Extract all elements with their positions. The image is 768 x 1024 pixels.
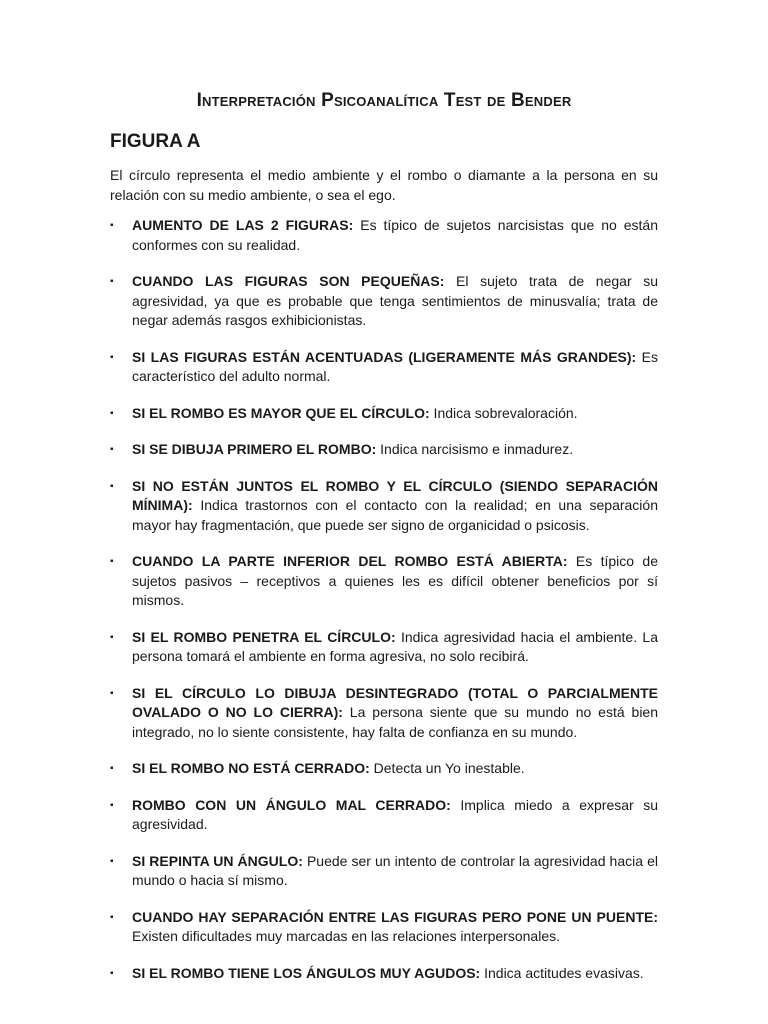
- item-term: SI EL ROMBO ES MAYOR QUE EL CÍRCULO:: [132, 404, 430, 421]
- intro-paragraph: El círculo representa el medio ambiente y el rombo o diamante a la persona en su relación con su medio ambiente, o sea el ego.: [110, 167, 658, 203]
- item-term: SI LAS FIGURAS ESTÁN ACENTUADAS (LIGERAMENTE MÁS GRANDES):: [132, 348, 637, 365]
- interpretation-list: [110, 216, 658, 1000]
- item-term: SI EL ROMBO NO ESTÁ CERRADO:: [132, 760, 370, 776]
- list-item: [110, 440, 658, 460]
- bullet-icon: ▪: [110, 967, 114, 979]
- item-term: SI SE DIBUJA PRIMERO EL ROMBO:: [132, 441, 377, 457]
- section-heading: FIGURA A: [110, 131, 201, 152]
- item-text: Existen dificultades muy marcadas en las relaciones interpersonales.: [132, 928, 560, 944]
- item-text: Puede ser un intento de controlar la agresividad hacia el mundo o hacia sí mismo.: [132, 852, 658, 888]
- item-text: Es característico del adulto normal.: [132, 348, 658, 384]
- list-item: [110, 272, 658, 331]
- bullet-icon: ▪: [110, 763, 114, 774]
- item-term: SI EL ROMBO PENETRA EL CÍRCULO:: [132, 628, 396, 645]
- list-item: [110, 852, 658, 891]
- item-text: La persona siente que su mundo no está bien integrado, no lo siente consistente, hay falta de confianza en su mundo.: [132, 704, 659, 740]
- item-text: Detecta un Yo inestable.: [369, 760, 525, 776]
- item-text: Es típico de sujetos narcisistas que no están conformes con su realidad.: [132, 217, 658, 253]
- bullet-icon: ▪: [110, 276, 114, 287]
- list-item: [110, 216, 658, 255]
- item-term: SI REPINTA UN ÁNGULO:: [132, 852, 303, 869]
- list-item: [110, 552, 658, 611]
- item-term: SI NO ESTÁN JUNTOS EL ROMBO Y EL CÍRCULO (SIENDO SEPARACIÓN MÍNIMA):: [132, 477, 658, 513]
- list-item: [110, 759, 658, 779]
- list-item: [110, 684, 658, 743]
- bullet-icon: ▪: [110, 444, 114, 455]
- item-text: Indica actitudes evasivas.: [480, 964, 644, 981]
- list-item: [110, 477, 658, 536]
- bullet-icon: ▪: [110, 631, 114, 643]
- item-text: Implica miedo a expresar su agresividad.: [132, 796, 658, 832]
- item-text: El sujeto trata de negar su agresividad, ya que es probable que tenga sentimientos de minusvalía; trata de negar además rasgos exhibicionistas.: [132, 273, 659, 328]
- bullet-icon: ▪: [110, 799, 114, 811]
- item-text: Indica sobrevaloración.: [429, 404, 578, 421]
- item-term: AUMENTO DE LAS 2 FIGURAS:: [132, 217, 354, 233]
- item-term: SI EL CÍRCULO LO DIBUJA DESINTEGRADO (TOTAL O PARCIALMENTE OVALADO O NO LO CIERRA):: [132, 684, 658, 720]
- item-term: CUANDO HAY SEPARACIÓN ENTRE LAS FIGURAS PERO PONE UN PUENTE:: [132, 908, 658, 925]
- bullet-icon: ▪: [110, 911, 114, 923]
- list-item: [110, 628, 658, 667]
- bullet-icon: ▪: [110, 351, 114, 363]
- bullet-icon: ▪: [110, 220, 114, 231]
- list-item: [110, 404, 658, 424]
- list-item: [110, 908, 658, 947]
- bullet-icon: ▪: [110, 687, 114, 699]
- bullet-icon: ▪: [110, 407, 114, 419]
- document-title: Interpretación Psicoanalítica Test de Bender: [196, 90, 572, 111]
- bullet-icon: ▪: [110, 556, 114, 567]
- item-text: Indica trastornos con el contacto con la realidad; en una separación mayor hay fragmentación, que puede ser signo de organicidad o psicosis.: [132, 497, 658, 533]
- item-term: ROMBO CON UN ÁNGULO MAL CERRADO:: [132, 796, 451, 813]
- bullet-icon: ▪: [110, 855, 114, 867]
- item-term: CUANDO LAS FIGURAS SON PEQUEÑAS:: [132, 273, 445, 289]
- item-text: Indica agresividad hacia el ambiente. La persona tomará el ambiente en forma agresiva, no solo recibirá.: [132, 628, 658, 664]
- item-text: Es típico de sujetos pasivos – receptivos a quienes les es difícil obtener beneficios por sí mismos.: [132, 553, 659, 608]
- bullet-icon: ▪: [110, 480, 114, 492]
- item-text: Indica narcisismo e inmadurez.: [376, 441, 574, 457]
- list-item: [110, 348, 658, 387]
- list-item: [110, 964, 658, 984]
- list-item: [110, 796, 658, 835]
- item-term: SI EL ROMBO TIENE LOS ÁNGULOS MUY AGUDOS:: [132, 964, 481, 981]
- item-term: CUANDO LA PARTE INFERIOR DEL ROMBO ESTÁ ABIERTA:: [132, 553, 568, 569]
